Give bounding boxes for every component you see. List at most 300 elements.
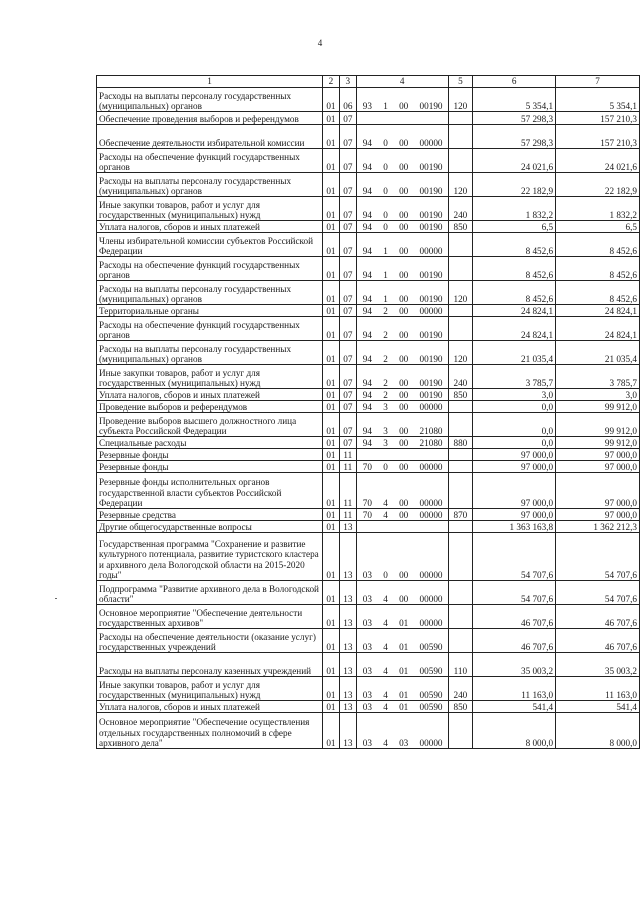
- target-code-part: 00: [399, 293, 409, 304]
- table-row: [97, 533, 640, 581]
- target-code-part: 00000: [419, 305, 443, 316]
- row-name: Обеспечение проведения выборов и референдумов: [97, 112, 323, 125]
- section-code: 01: [322, 281, 339, 305]
- header-cell: 1: [97, 76, 323, 88]
- row-name: Специальные расходы: [97, 437, 323, 449]
- table-row: [97, 173, 640, 197]
- subsection-code: 11: [339, 449, 356, 461]
- section-code: 01: [322, 533, 339, 581]
- table-row: [97, 605, 640, 629]
- amount-col6: 1 832,2: [473, 197, 556, 221]
- expense-type-code: [448, 533, 473, 581]
- section-code: 01: [322, 125, 339, 149]
- amount-col6: 3 785,7: [473, 365, 556, 389]
- amount-col6: 1 363 163,8: [473, 521, 556, 533]
- row-name: Уплата налогов, сборов и иных платежей: [97, 389, 323, 401]
- target-code-part: 00000: [419, 569, 443, 580]
- target-code-part: 00190: [419, 185, 443, 196]
- section-code: 01: [322, 677, 339, 701]
- table-row: [97, 413, 640, 437]
- expense-type-code: [448, 401, 473, 413]
- expense-type-code: [448, 713, 473, 749]
- target-code-part: 03: [362, 617, 372, 628]
- target-code-part: 2: [383, 377, 388, 388]
- target-code-part: 00: [399, 329, 409, 340]
- target-code-part: 00: [399, 305, 409, 316]
- target-code-part: 2: [383, 329, 388, 340]
- table-row: [97, 521, 640, 533]
- target-code-part: 00: [399, 569, 409, 580]
- target-code-part: 00: [399, 401, 409, 412]
- subsection-code: 13: [339, 677, 356, 701]
- table-row: [97, 401, 640, 413]
- section-code: 01: [322, 112, 339, 125]
- target-code-part: 00190: [419, 161, 443, 172]
- target-code-part: 00: [399, 100, 409, 111]
- section-code: 01: [322, 449, 339, 461]
- amount-col7: 3 785,7: [556, 365, 640, 389]
- target-code-part: 94: [362, 209, 372, 220]
- row-name: Расходы на обеспечение функций государственных органов: [97, 257, 323, 281]
- expense-type-code: 870: [448, 509, 473, 521]
- expense-type-code: 240: [448, 365, 473, 389]
- subsection-code: 13: [339, 713, 356, 749]
- row-name: Иные закупки товаров, работ и услуг для государственных (муниципальных) нужд: [97, 677, 323, 701]
- amount-col6: 11 163,0: [473, 677, 556, 701]
- amount-col6: 46 707,6: [473, 629, 556, 653]
- target-code-part: 00590: [419, 641, 443, 652]
- table-row: [97, 461, 640, 473]
- amount-col7: 1 832,2: [556, 197, 640, 221]
- subsection-code: 07: [339, 257, 356, 281]
- target-code-part: 70: [362, 509, 372, 520]
- amount-col7: 24 824,1: [556, 305, 640, 317]
- amount-col6: 97 000,0: [473, 461, 556, 473]
- row-name: Расходы на обеспечение функций государственных органов: [97, 149, 323, 173]
- row-name: Государственная программа "Сохранение и развитие культурного потенциала, развитие туристского кластера и архивного дела Вологодской области на 2015-2020 годы": [97, 533, 323, 581]
- subsection-code: 07: [339, 305, 356, 317]
- section-code: 01: [322, 173, 339, 197]
- header-cell: 3: [339, 76, 356, 88]
- table-row: [97, 701, 640, 713]
- expense-type-code: 120: [448, 341, 473, 365]
- target-code-part: 03: [399, 737, 409, 748]
- target-code-part: 0: [383, 137, 388, 148]
- amount-col6: 24 824,1: [473, 305, 556, 317]
- subsection-code: 07: [339, 437, 356, 449]
- target-code-part: 00: [399, 209, 409, 220]
- amount-col6: 22 182,9: [473, 173, 556, 197]
- expense-type-code: [448, 305, 473, 317]
- target-code-part: 94: [362, 389, 372, 400]
- row-name: Резервные фонды: [97, 449, 323, 461]
- target-code-part: 94: [362, 329, 372, 340]
- row-name: Основное мероприятие "Обеспечение осуществления отдельных государственных полномочий в сфере архивного дела": [97, 713, 323, 749]
- target-code-part: 00000: [419, 401, 443, 412]
- target-code-part: 01: [399, 617, 409, 628]
- target-article-code: [356, 413, 448, 437]
- amount-col6: 35 003,2: [473, 653, 556, 677]
- target-article-code: [356, 401, 448, 413]
- expense-type-code: [448, 125, 473, 149]
- target-article-code: [356, 125, 448, 149]
- section-code: 01: [322, 341, 339, 365]
- table-row: [97, 197, 640, 221]
- target-article-code: [356, 581, 448, 605]
- amount-col6: 0,0: [473, 401, 556, 413]
- target-code-part: 3: [383, 401, 388, 412]
- target-code-part: 03: [362, 569, 372, 580]
- target-code-part: 00: [399, 353, 409, 364]
- amount-col6: 54 707,6: [473, 581, 556, 605]
- row-name: Расходы на выплаты персоналу государственных (муниципальных) органов: [97, 173, 323, 197]
- amount-col7: 54 707,6: [556, 533, 640, 581]
- row-name: Уплата налогов, сборов и иных платежей: [97, 701, 323, 713]
- target-code-part: 4: [383, 497, 388, 508]
- row-name: Расходы на выплаты персоналу государственных (муниципальных) органов: [97, 341, 323, 365]
- amount-col7: 54 707,6: [556, 581, 640, 605]
- section-code: 01: [322, 521, 339, 533]
- amount-col6: 57 298,3: [473, 112, 556, 125]
- subsection-code: 07: [339, 341, 356, 365]
- section-code: 01: [322, 713, 339, 749]
- table-row: [97, 629, 640, 653]
- table-header-row: [97, 76, 640, 88]
- target-code-part: 01: [399, 641, 409, 652]
- target-code-part: 00: [399, 437, 409, 448]
- target-code-part: 94: [362, 401, 372, 412]
- table-row: [97, 437, 640, 449]
- expense-type-code: [448, 449, 473, 461]
- expense-type-code: 120: [448, 281, 473, 305]
- amount-col6: 8 452,6: [473, 257, 556, 281]
- row-name: Расходы на обеспечение деятельности (оказание услуг) государственных учреждений: [97, 629, 323, 653]
- expense-type-code: [448, 629, 473, 653]
- target-code-part: 94: [362, 293, 372, 304]
- target-code-part: 00: [399, 269, 409, 280]
- row-name: Проведение выборов и референдумов: [97, 401, 323, 413]
- section-code: 01: [322, 305, 339, 317]
- target-code-part: 00190: [419, 377, 443, 388]
- table-row: [97, 221, 640, 233]
- target-article-code: [356, 112, 448, 125]
- target-code-part: 1: [383, 100, 388, 111]
- amount-col6: 97 000,0: [473, 473, 556, 509]
- target-code-part: 00: [399, 185, 409, 196]
- target-article-code: [356, 629, 448, 653]
- target-code-part: 4: [383, 701, 388, 712]
- expense-type-code: 110: [448, 653, 473, 677]
- table-row: [97, 233, 640, 257]
- target-article-code: [356, 605, 448, 629]
- target-code-part: 4: [383, 641, 388, 652]
- target-article-code: [356, 509, 448, 521]
- row-name: Основное мероприятие "Обеспечение деятельности государственных архивов": [97, 605, 323, 629]
- target-article-code: [356, 473, 448, 509]
- target-code-part: 93: [362, 100, 372, 111]
- table-row: [97, 449, 640, 461]
- row-name: Резервные фонды исполнительных органов государственной власти субъектов Российской Федерации: [97, 473, 323, 509]
- subsection-code: 07: [339, 401, 356, 413]
- page-number: 4: [317, 38, 323, 48]
- expense-type-code: 880: [448, 437, 473, 449]
- amount-col7: 6,5: [556, 221, 640, 233]
- target-code-part: 00590: [419, 701, 443, 712]
- target-code-part: 94: [362, 269, 372, 280]
- target-code-part: 3: [383, 437, 388, 448]
- target-code-part: 4: [383, 509, 388, 520]
- section-code: 01: [322, 473, 339, 509]
- expense-type-code: 120: [448, 173, 473, 197]
- expense-type-code: [448, 149, 473, 173]
- target-code-part: 0: [383, 461, 388, 472]
- amount-col7: 157 210,3: [556, 125, 640, 149]
- table-row: [97, 473, 640, 509]
- target-code-part: 2: [383, 389, 388, 400]
- table-row: [97, 305, 640, 317]
- target-article-code: [356, 281, 448, 305]
- target-code-part: 03: [362, 641, 372, 652]
- amount-col7: 99 912,0: [556, 437, 640, 449]
- target-article-code: [356, 653, 448, 677]
- subsection-code: 07: [339, 365, 356, 389]
- row-name: Уплата налогов, сборов и иных платежей: [97, 221, 323, 233]
- section-code: 01: [322, 389, 339, 401]
- target-code-part: 94: [362, 137, 372, 148]
- target-code-part: 00190: [419, 353, 443, 364]
- subsection-code: 13: [339, 521, 356, 533]
- section-code: 01: [322, 88, 339, 112]
- amount-col7: 97 000,0: [556, 509, 640, 521]
- target-code-part: 00190: [419, 221, 443, 232]
- section-code: 01: [322, 653, 339, 677]
- amount-col6: 6,5: [473, 221, 556, 233]
- target-code-part: 0: [383, 209, 388, 220]
- target-article-code: [356, 437, 448, 449]
- target-code-part: 94: [362, 437, 372, 448]
- amount-col7: 8 452,6: [556, 281, 640, 305]
- row-name: Резервные средства: [97, 509, 323, 521]
- row-name: Члены избирательной комиссии субъектов Российской Федерации: [97, 233, 323, 257]
- target-code-part: 01: [399, 701, 409, 712]
- subsection-code: 13: [339, 605, 356, 629]
- target-code-part: 1: [383, 293, 388, 304]
- target-code-part: 2: [383, 353, 388, 364]
- target-article-code: [356, 221, 448, 233]
- header-cell: 4: [356, 76, 448, 88]
- section-code: 01: [322, 413, 339, 437]
- subsection-code: 11: [339, 461, 356, 473]
- expense-type-code: [448, 605, 473, 629]
- subsection-code: 13: [339, 581, 356, 605]
- subsection-code: 07: [339, 317, 356, 341]
- amount-col7: 24 824,1: [556, 317, 640, 341]
- section-code: 01: [322, 365, 339, 389]
- target-article-code: [356, 461, 448, 473]
- row-name: Расходы на обеспечение функций государственных органов: [97, 317, 323, 341]
- expense-type-code: 850: [448, 701, 473, 713]
- amount-col6: 24 824,1: [473, 317, 556, 341]
- target-code-part: 00: [399, 377, 409, 388]
- amount-col6: 8 452,6: [473, 281, 556, 305]
- section-code: 01: [322, 629, 339, 653]
- target-code-part: 00: [399, 497, 409, 508]
- target-code-part: 03: [362, 665, 372, 676]
- row-name: Обеспечение деятельности избирательной комиссии: [97, 125, 323, 149]
- target-code-part: 94: [362, 353, 372, 364]
- target-code-part: 00: [399, 137, 409, 148]
- table-row: [97, 653, 640, 677]
- target-code-part: 00: [399, 245, 409, 256]
- target-article-code: [356, 449, 448, 461]
- target-code-part: 03: [362, 689, 372, 700]
- target-article-code: [356, 389, 448, 401]
- target-article-code: [356, 521, 448, 533]
- target-code-part: 94: [362, 221, 372, 232]
- target-code-part: 00000: [419, 245, 443, 256]
- target-code-part: 00: [399, 461, 409, 472]
- header-cell: 2: [322, 76, 339, 88]
- target-code-part: 0: [383, 221, 388, 232]
- section-code: 01: [322, 509, 339, 521]
- target-code-part: 4: [383, 593, 388, 604]
- amount-col6: 8 000,0: [473, 713, 556, 749]
- amount-col6: 0,0: [473, 437, 556, 449]
- target-article-code: [356, 533, 448, 581]
- subsection-code: 06: [339, 88, 356, 112]
- subsection-code: 07: [339, 112, 356, 125]
- target-code-part: 00000: [419, 137, 443, 148]
- section-code: 01: [322, 149, 339, 173]
- target-article-code: [356, 701, 448, 713]
- amount-col7: 97 000,0: [556, 473, 640, 509]
- target-article-code: [356, 713, 448, 749]
- amount-col7: 99 912,0: [556, 413, 640, 437]
- expense-type-code: [448, 581, 473, 605]
- amount-col6: 5 354,1: [473, 88, 556, 112]
- row-name: Иные закупки товаров, работ и услуг для государственных (муниципальных) нужд: [97, 197, 323, 221]
- row-name: Подпрограмма "Развитие архивного дела в Вологодской области": [97, 581, 323, 605]
- header-cell: 6: [473, 76, 556, 88]
- target-article-code: [356, 88, 448, 112]
- subsection-code: 07: [339, 413, 356, 437]
- amount-col7: 541,4: [556, 701, 640, 713]
- header-cell: 5: [448, 76, 473, 88]
- target-article-code: [356, 173, 448, 197]
- subsection-code: 07: [339, 221, 356, 233]
- section-code: 01: [322, 437, 339, 449]
- row-name: Другие общегосударственные вопросы: [97, 521, 323, 533]
- header-cell: 7: [556, 76, 640, 88]
- subsection-code: 07: [339, 125, 356, 149]
- row-name: Проведение выборов высшего должностного лица субъекта Российской Федерации: [97, 413, 323, 437]
- target-code-part: 00590: [419, 665, 443, 676]
- target-code-part: 4: [383, 665, 388, 676]
- target-code-part: 94: [362, 305, 372, 316]
- target-code-part: 94: [362, 161, 372, 172]
- amount-col6: 24 021,6: [473, 149, 556, 173]
- target-article-code: [356, 317, 448, 341]
- target-code-part: 01: [399, 689, 409, 700]
- target-article-code: [356, 305, 448, 317]
- subsection-code: 13: [339, 533, 356, 581]
- subsection-code: 11: [339, 509, 356, 521]
- section-code: 01: [322, 197, 339, 221]
- table-row: [97, 112, 640, 125]
- amount-col7: 46 707,6: [556, 629, 640, 653]
- amount-col7: 22 182,9: [556, 173, 640, 197]
- target-code-part: 03: [362, 701, 372, 712]
- subsection-code: 07: [339, 149, 356, 173]
- target-code-part: 3: [383, 425, 388, 436]
- amount-col7: 3,0: [556, 389, 640, 401]
- target-code-part: 00190: [419, 209, 443, 220]
- section-code: 01: [322, 581, 339, 605]
- target-article-code: [356, 149, 448, 173]
- expense-type-code: 850: [448, 221, 473, 233]
- subsection-code: 07: [339, 281, 356, 305]
- target-code-part: 03: [362, 593, 372, 604]
- amount-col7: 11 163,0: [556, 677, 640, 701]
- table-row: [97, 317, 640, 341]
- amount-col6: 97 000,0: [473, 449, 556, 461]
- target-code-part: 4: [383, 737, 388, 748]
- target-code-part: 00: [399, 389, 409, 400]
- target-code-part: 00590: [419, 689, 443, 700]
- row-name: Расходы на выплаты персоналу государственных (муниципальных) органов: [97, 281, 323, 305]
- table-row: [97, 281, 640, 305]
- target-article-code: [356, 341, 448, 365]
- target-code-part: 21080: [419, 425, 443, 436]
- target-code-part: 0: [383, 569, 388, 580]
- section-code: 01: [322, 221, 339, 233]
- subsection-code: 13: [339, 629, 356, 653]
- section-code: 01: [322, 605, 339, 629]
- expense-type-code: [448, 317, 473, 341]
- target-code-part: 00: [399, 509, 409, 520]
- target-code-part: 70: [362, 497, 372, 508]
- subsection-code: 07: [339, 197, 356, 221]
- target-code-part: 1: [383, 269, 388, 280]
- budget-table: [96, 75, 640, 749]
- target-code-part: 00190: [419, 389, 443, 400]
- target-code-part: 01: [399, 665, 409, 676]
- target-code-part: 0: [383, 185, 388, 196]
- target-article-code: [356, 233, 448, 257]
- amount-col6: 46 707,6: [473, 605, 556, 629]
- expense-type-code: 240: [448, 677, 473, 701]
- amount-col6: 8 452,6: [473, 233, 556, 257]
- amount-col7: 8 000,0: [556, 713, 640, 749]
- row-name: Расходы на выплаты персоналу государственных (муниципальных) органов: [97, 88, 323, 112]
- target-code-part: 00: [399, 221, 409, 232]
- amount-col7: 97 000,0: [556, 449, 640, 461]
- amount-col6: 97 000,0: [473, 509, 556, 521]
- section-code: 01: [322, 401, 339, 413]
- amount-col6: 54 707,6: [473, 533, 556, 581]
- target-code-part: 00000: [419, 737, 443, 748]
- section-code: 01: [322, 233, 339, 257]
- amount-col7: 1 362 212,3: [556, 521, 640, 533]
- expense-type-code: [448, 521, 473, 533]
- expense-type-code: [448, 257, 473, 281]
- target-code-part: 94: [362, 245, 372, 256]
- row-name: Расходы на выплаты персоналу казенных учреждений: [97, 653, 323, 677]
- section-code: 01: [322, 701, 339, 713]
- target-code-part: 03: [362, 737, 372, 748]
- expense-type-code: [448, 413, 473, 437]
- target-article-code: [356, 257, 448, 281]
